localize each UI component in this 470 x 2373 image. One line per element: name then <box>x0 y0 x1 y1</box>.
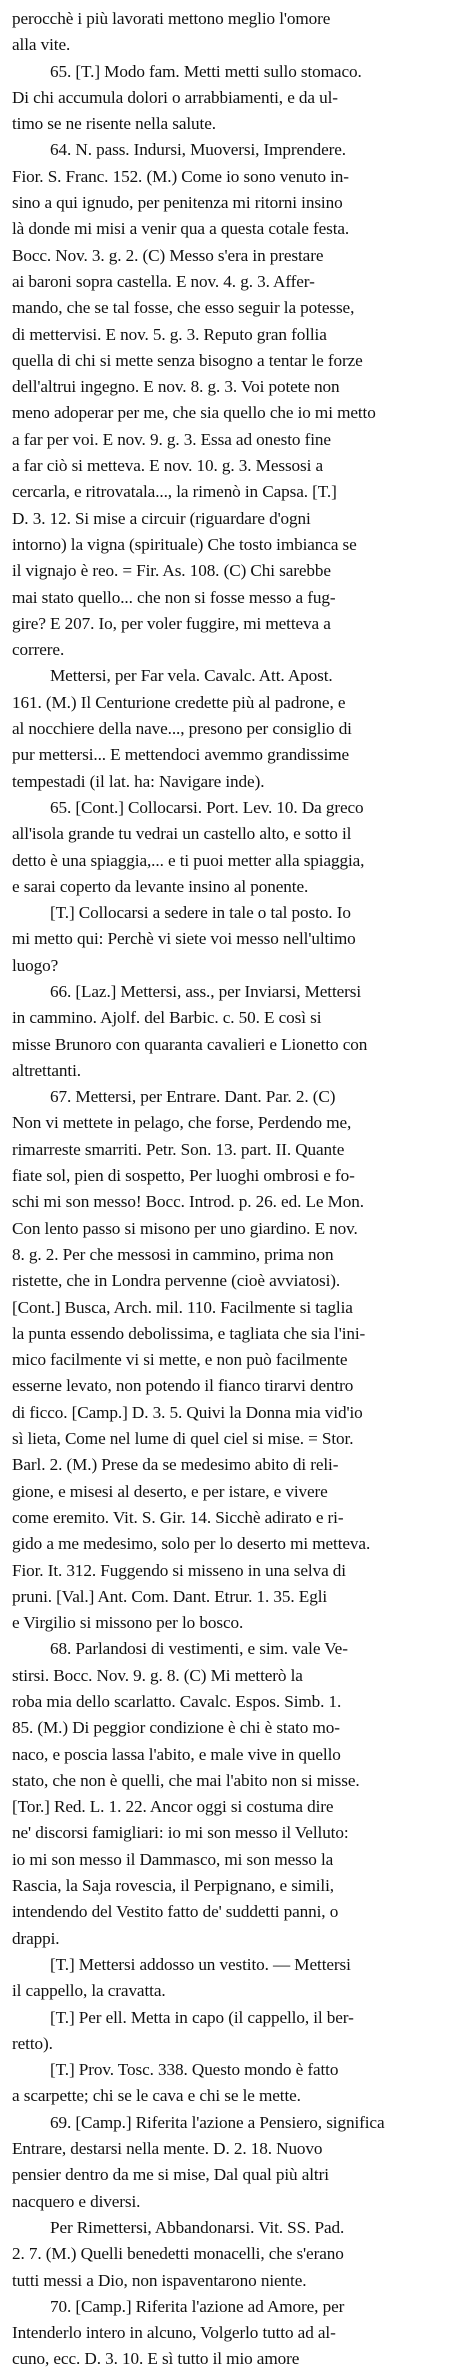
text-line: D. 3. 12. Si mise a circuir (riguardare d'ogni <box>12 508 311 528</box>
text-line: cercarla, e ritrovatala..., la rimenò in Capsa. [T.] <box>12 482 337 502</box>
text-line: Di chi accumula dolori o arrabbiamenti, e da ul- <box>12 87 338 107</box>
text-line: tutti messi a Dio, non ispaventarono niente. <box>12 2270 307 2290</box>
text-line: 2. 7. (M.) Quelli benedetti monacelli, che s'erano <box>12 2244 344 2264</box>
text-line: Per Rimettersi, Abbandonarsi. Vit. SS. Pad. <box>50 2217 345 2237</box>
text-line: nacquero e diversi. <box>12 2191 141 2211</box>
text-line: mi metto qui: Perchè vi siete voi messo nell'ultimo <box>12 929 356 949</box>
text-line: pur mettersi... E mettendoci avemmo grandissime <box>12 745 350 765</box>
text-line: 68. Parlandosi di vestimenti, e sim. vale Ve- <box>50 1639 348 1659</box>
text-line: 65. [Cont.] Collocarsi. Port. Lev. 10. Da greco <box>50 797 364 817</box>
text-line: [T.] Prov. Tosc. 338. Questo mondo è fatto <box>50 2060 339 2080</box>
text-line: 67. Mettersi, per Entrare. Dant. Par. 2. (C) <box>50 1087 336 1107</box>
text-line: quella di chi si mette senza bisogno a tentar le forze <box>12 350 363 370</box>
text-line: Mettersi, per Far vela. Cavalc. Att. Apost. <box>50 666 333 686</box>
text-line: detto è una spiaggia,... e ti puoi metter alla spiaggia, <box>12 850 365 870</box>
text-line: esserne levato, non potendo il fianco tirarvi dentro <box>12 1376 354 1396</box>
text-line: perocchè i più lavorati mettono meglio l'omore <box>12 9 331 28</box>
text-line: il vignajo è reo. = Fir. As. 108. (C) Chi sarebbe <box>12 561 331 581</box>
text-line: mando, che se tal fosse, che esso seguir la potesse, <box>12 298 355 318</box>
text-line: all'isola grande tu vedrai un castello alto, e sotto il <box>12 824 352 844</box>
text-line: Barl. 2. (M.) Prese da se medesimo abito di reli- <box>12 1455 339 1475</box>
text-line: meno adoperar per me, che sia quello che io mi metto <box>12 403 376 423</box>
text-line: di mettervisi. E nov. 5. g. 3. Reputo gran follia <box>12 324 327 344</box>
text-line: luogo? <box>12 955 59 975</box>
text-line: [T.] Mettersi addosso un vestito. — Mettersi <box>50 1954 351 1974</box>
text-line: Fior. It. 312. Fuggendo si misseno in una selva di <box>12 1560 346 1580</box>
text-line: [T.] Per ell. Metta in capo (il cappello, il ber- <box>50 2007 354 2027</box>
text-line: 161. (M.) Il Centurione credette più al padrone, e <box>12 692 346 712</box>
text-line: al nocchiere della nave..., presono per consiglio di <box>12 719 352 739</box>
text-line: Fior. S. Franc. 152. (M.) Come io sono venuto in- <box>12 166 349 186</box>
text-line: Bocc. Nov. 3. g. 2. (C) Messo s'era in prestare <box>12 245 324 265</box>
text-line: gire? E 207. Io, per voler fuggire, mi metteva a <box>12 613 331 633</box>
text-line: mico facilmente vi si mette, e non può facilmente <box>12 1350 348 1370</box>
text-line: la punta essendo debolissima, e tagliata che sia l'ini- <box>12 1323 366 1343</box>
text-line: come eremito. Vit. S. Gir. 14. Sicchè adirato e ri- <box>12 1507 344 1527</box>
text-line: altrettanti. <box>12 1060 81 1080</box>
text-line: drappi. <box>12 1928 60 1948</box>
text-line: timo se ne risente nella salute. <box>12 114 216 134</box>
text-line: intorno) la vigna (spirituale) Che tosto imbianca se <box>12 534 357 554</box>
text-line: stirsi. Bocc. Nov. 9. g. 8. (C) Mi metterò la <box>12 1665 303 1685</box>
text-line: alla vite. <box>12 35 71 55</box>
text-line: gido a me medesimo, solo per lo deserto mi metteva. <box>12 1534 371 1554</box>
text-line: [Tor.] Red. L. 1. 22. Ancor oggi si costuma dire <box>12 1797 334 1817</box>
text-line: rimarreste smarriti. Petr. Son. 13. part. II. Quante <box>12 1139 345 1159</box>
text-line: il cappello, la cravatta. <box>12 1981 166 2001</box>
text-line: tempestadi (il lat. ha: Navigare inde). <box>12 771 265 791</box>
text-line: là donde mi misi a venir qua a questa cotale festa. <box>12 219 350 239</box>
text-line: 64. N. pass. Indursi, Muoversi, Imprendere. <box>50 140 346 160</box>
text-line: [T.] Collocarsi a sedere in tale o tal posto. Io <box>50 903 351 923</box>
text-line: naco, e poscia lassa l'abito, e male vive in quello <box>12 1744 341 1764</box>
text-line: 8. g. 2. Per che messosi in cammino, prima non <box>12 1244 334 1264</box>
text-line: dell'altrui ingegno. E nov. 8. g. 3. Voi potete non <box>12 377 340 397</box>
text-line: 66. [Laz.] Mettersi, ass., per Inviarsi, Mettersi <box>50 981 362 1001</box>
text-line: Intenderlo intero in alcuno, Volgerlo tutto ad al- <box>12 2323 336 2343</box>
text-line: e Virgilio si missono per lo bosco. <box>12 1613 244 1633</box>
text-line: pensier dentro da me si mise, Dal qual più altri <box>12 2165 329 2185</box>
text-line: stato, che non è quelli, che mai l'abito non si misse. <box>12 1770 360 1790</box>
text-line: Non vi mettete in pelago, che forse, Perdendo me, <box>12 1113 352 1133</box>
text-line: a far per voi. E nov. 9. g. 3. Essa ad onesto fine <box>12 429 331 449</box>
text-line: io mi son messo il Dammasco, mi son messo la <box>12 1849 334 1869</box>
text-line: pruni. [Val.] Ant. Com. Dant. Etrur. 1. 35. Egli <box>12 1586 328 1606</box>
text-line: Entrare, destarsi nella mente. D. 2. 18. Nuovo <box>12 2139 323 2159</box>
text-line: 85. (M.) Di peggior condizione è chi è stato mo- <box>12 1718 340 1738</box>
text-line: in cammino. Ajolf. del Barbic. c. 50. E così si <box>12 1008 322 1028</box>
text-line: ai baroni sopra castella. E nov. 4. g. 3. Affer- <box>12 271 315 291</box>
text-line: gione, e misesi al deserto, e per istare, e vivere <box>12 1481 328 1501</box>
text-line: sì lieta, Come nel lume di quel ciel si mise. = Stor. <box>12 1429 354 1449</box>
text-line: correre. <box>12 640 65 660</box>
text-line: 65. [T.] Modo fam. Metti metti sullo stomaco. <box>50 61 362 81</box>
text-line: roba mia dello scarlatto. Cavalc. Espos. Simb. 1. <box>12 1692 342 1711</box>
text-line: ne' discorsi famigliari: io mi son messo il Velluto: <box>12 1823 349 1843</box>
text-line: mai stato quello... che non si fosse messo a fug- <box>12 587 336 607</box>
text-line: misse Brunoro con quaranta cavalieri e Lionetto con <box>12 1034 368 1054</box>
text-line: intendendo del Vestito fatto de' suddetti panni, o <box>12 1902 339 1922</box>
text-line: Rascia, la Saja rovescia, il Perpignano, e simili, <box>12 1876 334 1896</box>
text-line: fiate sol, pien di sospetto, Per luoghi ombrosi e fo- <box>12 1166 355 1186</box>
text-line: cuno, ecc. D. 3. 10. E sì tutto il mio amore <box>12 2349 300 2369</box>
text-line: Con lento passo si misono per uno giardino. E nov. <box>12 1218 358 1238</box>
text-line: di ficco. [Camp.] D. 3. 5. Quivi la Donna mia vid'io <box>12 1402 363 1422</box>
text-line: a scarpette; chi se le cava e chi se le mette. <box>12 2086 301 2106</box>
text-line: schi mi son messo! Bocc. Introd. p. 26. ed. Le Mon. <box>12 1192 364 1212</box>
text-line: ristette, che in Londra pervenne (cioè avviatosi). <box>12 1271 341 1291</box>
text-line: 69. [Camp.] Riferita l'azione a Pensiero, significa <box>50 2112 385 2132</box>
text-line: 70. [Camp.] Riferita l'azione ad Amore, per <box>50 2296 345 2316</box>
text-line: retto). <box>12 2033 53 2053</box>
text-line: [Cont.] Busca, Arch. mil. 110. Facilmente si taglia <box>12 1297 353 1317</box>
text-line: a far ciò si metteva. E nov. 10. g. 3. Messosi a <box>12 456 324 476</box>
text-line: e sarai coperto da levante insino al ponente. <box>12 876 309 896</box>
text-line: sino a qui ignudo, per penitenza mi ritorni insino <box>12 193 343 213</box>
